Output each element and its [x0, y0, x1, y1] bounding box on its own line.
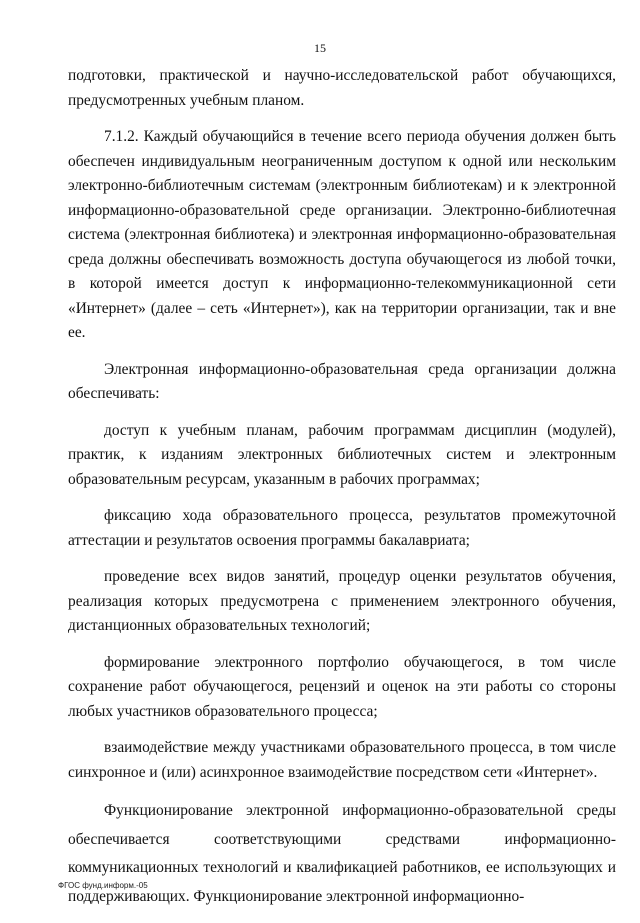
page-number: 15: [314, 41, 326, 55]
list-item-classes: проведение всех видов занятий, процедур оценки результатов обучения, реализация которых предусмотрена с применением электронного обучения, дистанционных образовательных технологий;: [68, 568, 616, 634]
paragraph-functioning: Функционирование электронной информационно-образовательной среды обеспечивается соответствующими средствами информационно-коммуникационных технологий и квалификацией работников, ее использующих и поддерживающих. Функционирование электронной информационно-: [68, 802, 616, 905]
document-body: [68, 64, 616, 923]
paragraph-continuation: подготовки, практической и научно-исследовательской работ обучающихся, предусмотренных учебным планом.: [68, 67, 616, 109]
footer-code: ФГОС фунд.информ.-05: [58, 881, 148, 890]
list-item-recording: фиксацию хода образовательного процесса, результатов промежуточной аттестации и результатов освоения программы бакалавриата;: [68, 507, 616, 549]
list-item-access: доступ к учебным планам, рабочим программам дисциплин (модулей), практик, к изданиям электронных библиотечных систем и электронным образовательным ресурсам, указанным в рабочих программах;: [68, 421, 616, 488]
list-item-interaction: взаимодействие между участниками образовательного процесса, в том числе синхронное и (или) асинхронное взаимодействие посредством сети «Интернет».: [68, 739, 616, 781]
list-item-portfolio: формирование электронного портфолио обучающегося, в том числе сохранение работ обучающегося, рецензий и оценок на эти работы со стороны любых участников образовательного процесса;: [68, 653, 616, 720]
paragraph-7-1-2: 7.1.2. Каждый обучающийся в течение всего периода обучения должен быть обеспечен индивидуальным неограниченным доступом к одной или нескольким электронно-библиотечным системам (электронным библиотекам) и к электронной информационно-образовательной среде организации. Электронно-библиотечная система (электронная библиотека) и электронная информационно-образовательная среда должны обеспечивать возможность доступа обучающегося из любой точки, в которой имеется доступ к информационно-телекоммуникационной сети «Интернет» (далее – сеть «Интернет»), как на территории организации, так и вне ее.: [68, 128, 616, 341]
paragraph-eios-requirements: Электронная информационно-образовательная среда организации должна обеспечивать:: [68, 360, 616, 402]
